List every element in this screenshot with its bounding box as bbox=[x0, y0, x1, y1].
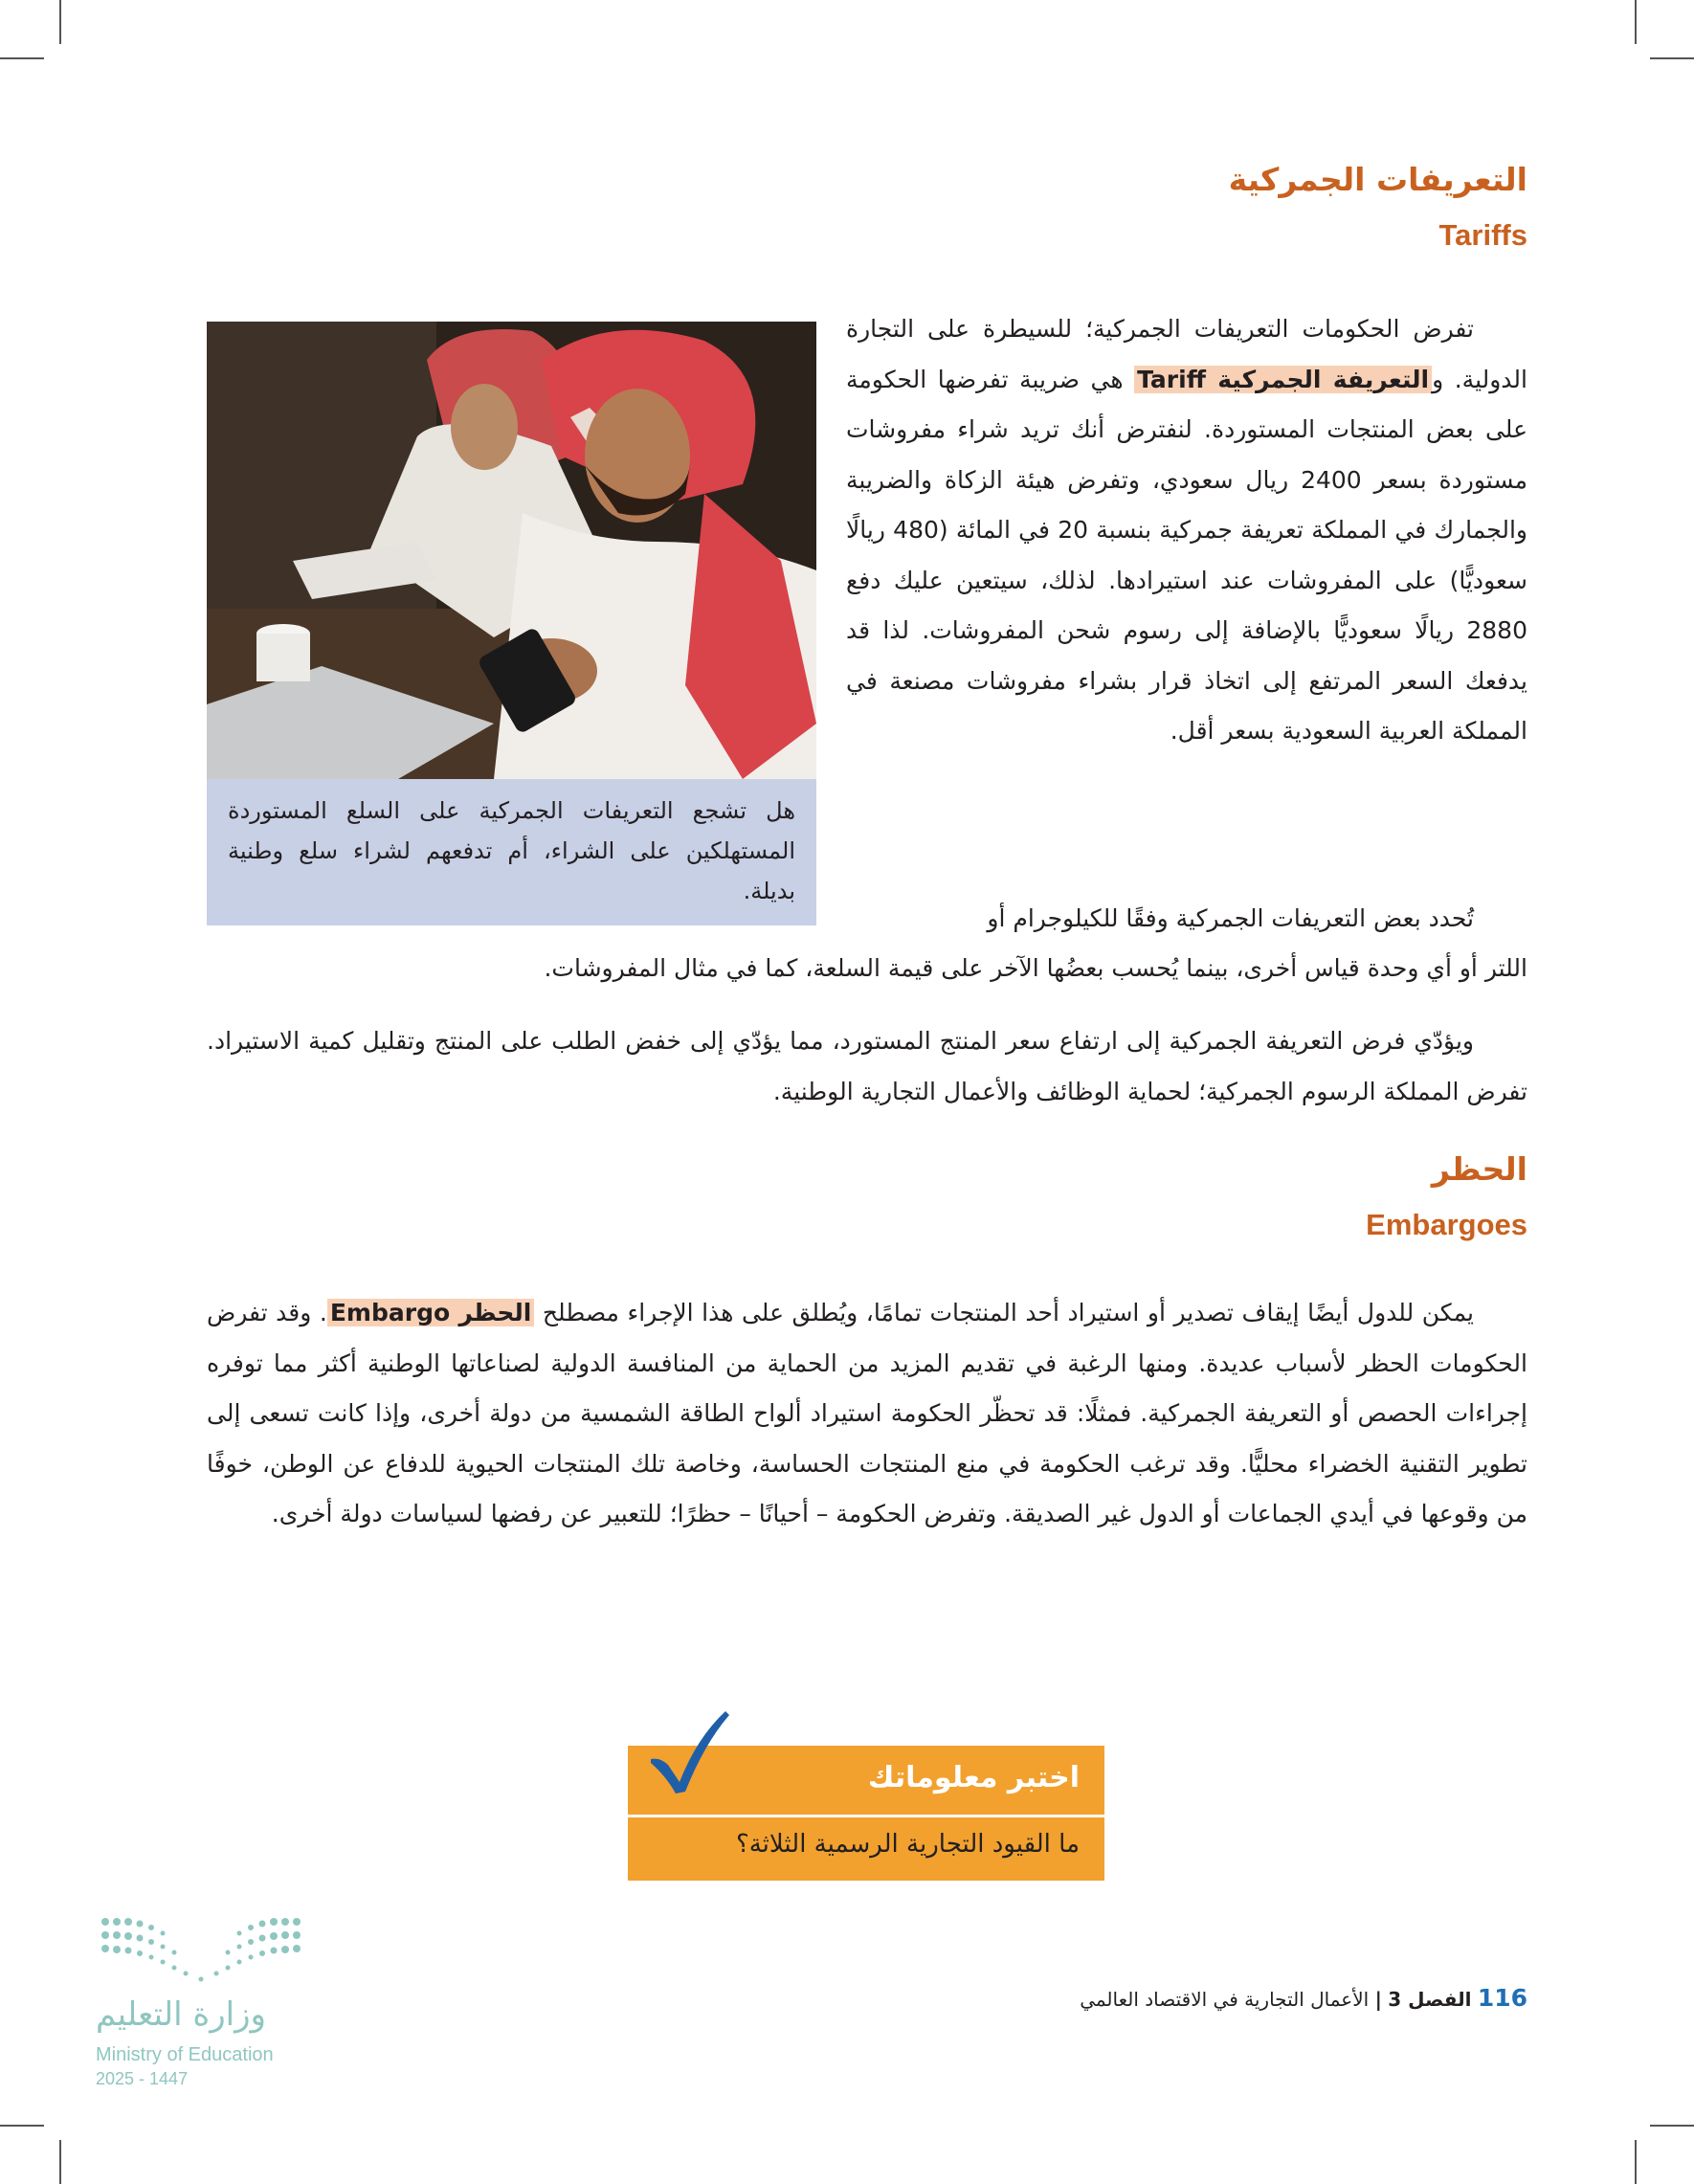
photo-two-men-reviewing-documents bbox=[207, 322, 816, 779]
crop-mark bbox=[1650, 57, 1694, 59]
quiz-divider bbox=[628, 1815, 1104, 1817]
tariffs-paragraph-2-start bbox=[846, 894, 1527, 945]
section-title-tariffs-en: Tariffs bbox=[1438, 218, 1527, 252]
tariffs-paragraph-1 bbox=[846, 304, 1527, 757]
page-number: 116 bbox=[1477, 1984, 1527, 2012]
crop-mark bbox=[1635, 0, 1637, 44]
quiz-question: ما القيود التجارية الرسمية الثلاثة؟ bbox=[735, 1830, 1080, 1859]
photo-caption-text: هل تشجع التعريفات الجمركية على السلع المستوردة المستهلكين على الشراء، أم تدفعهم لشراء سلع وطنية بديلة. bbox=[228, 797, 795, 904]
tariff-term-highlight: التعريفة الجمركية Tariff bbox=[1134, 366, 1432, 393]
footer-separator: | bbox=[1374, 1988, 1382, 2011]
embargoes-paragraph bbox=[207, 1288, 1527, 1540]
crop-mark bbox=[1635, 2140, 1637, 2184]
tariffs-paragraph-2-line2: اللتر أو أي وحدة قياس أخرى، بينما يُحسب بعضُها الآخر على قيمة السلعة، كما في مثال المفروشات. bbox=[544, 954, 1527, 982]
tariffs-paragraph-1-pre: تفرض الحكومات التعريفات الجمركية؛ للسيطرة على التجارة الدولية. و bbox=[846, 315, 1527, 393]
crop-mark bbox=[59, 0, 61, 44]
tariffs-paragraph-1-post: هي ضريبة تفرضها الحكومة على بعض المنتجات المستوردة. لنفترض أنك تريد شراء مفروشات مستوردة بسعر 2400 ريال سعودي، وتفرض هيئة الزكاة والضريبة والجمارك في المملكة تعريفة جمركية بنسبة 20 في المائة (480 ريالًا سعوديًّا) على المفروشات عند استيرادها. لذلك، سيتعين عليك دفع 2880 ريالًا سعوديًّا بالإضافة إلى رسوم شحن المفروشات. لذا قد يدفعك السعر المرتفع إلى اتخاذ قرار بشراء مفروشات مصنعة في المملكة العربية السعودية بسعر أقل. bbox=[846, 365, 1528, 745]
section-title-embargoes-en: Embargoes bbox=[1366, 1208, 1527, 1241]
tariffs-paragraph-3 bbox=[207, 1016, 1527, 1117]
chapter-title: الأعمال التجارية في الاقتصاد العالمي bbox=[1080, 1988, 1370, 2011]
checkmark-icon bbox=[647, 1709, 729, 1795]
crop-mark bbox=[59, 2140, 61, 2184]
embargoes-paragraph-post: . وقد تفرض الحكومات الحظر لأسباب عديدة. ومنها الرغبة في تقديم المزيد من الحماية من المنافسة الدولية لصناعاتها الوطنية أكثر مما توفره إجراءات الحصص أو التعريفة الجمركية. فمثلًا: قد تحظّر الحكومة استيراد ألواح الطاقة الشمسية من دولة أخرى، وإذا كانت تسعى إلى تطوير التقنية الخضراء محليًّا. وقد ترغب الحكومة في منع المنتجات الحساسة، وخاصة تلك المنتجات الحيوية للدفاع عن الوطن، خوفًا من وقوعها في أيدي الجماعات أو الدول غير الصديقة. وتفرض الحكومة – أحيانًا – حظرًا؛ للتعبير عن رفضها لسياسات دولة أخرى. bbox=[207, 1299, 1527, 1527]
page-footer bbox=[1080, 1984, 1527, 2012]
tariffs-paragraph-2-end bbox=[207, 944, 1527, 994]
section-title-tariffs-ar: التعريفات الجمركية bbox=[1228, 161, 1527, 198]
ministry-name-ar: وزارة التعليم bbox=[96, 1995, 266, 2034]
photo-caption bbox=[207, 779, 816, 925]
crop-mark bbox=[1650, 2125, 1694, 2127]
ministry-year: 2025 - 1447 bbox=[96, 2069, 189, 2088]
ministry-name-en: Ministry of Education bbox=[96, 2044, 274, 2065]
embargoes-paragraph-pre: يمكن للدول أيضًا إيقاف تصدير أو استيراد أحد المنتجات تمامًا، ويُطلق على هذا الإجراء مصطلح bbox=[534, 1299, 1474, 1326]
crop-mark bbox=[0, 57, 44, 59]
section-title-embargoes-ar: الحظر bbox=[1431, 1150, 1527, 1188]
chapter-number: الفصل 3 bbox=[1388, 1988, 1472, 2011]
tariffs-paragraph-2-line1: تُحدد بعض التعريفات الجمركية وفقًا للكيلوجرام أو bbox=[987, 904, 1474, 932]
tariffs-paragraph-3-text: ويؤدّي فرض التعريفة الجمركية إلى ارتفاع سعر المنتج المستورد، مما يؤدّي إلى خفض الطلب على المنتج وتقليل كمية الاستيراد. تفرض المملكة الرسوم الجمركية؛ لحماية الوظائف والأعمال التجارية الوطنية. bbox=[207, 1027, 1527, 1105]
embargo-term-highlight: الحظر Embargo bbox=[327, 1299, 535, 1326]
quiz-title: اختبر معلوماتك bbox=[867, 1761, 1080, 1794]
crop-mark bbox=[0, 2125, 44, 2127]
ministry-dots-logo-icon bbox=[96, 1910, 306, 1987]
